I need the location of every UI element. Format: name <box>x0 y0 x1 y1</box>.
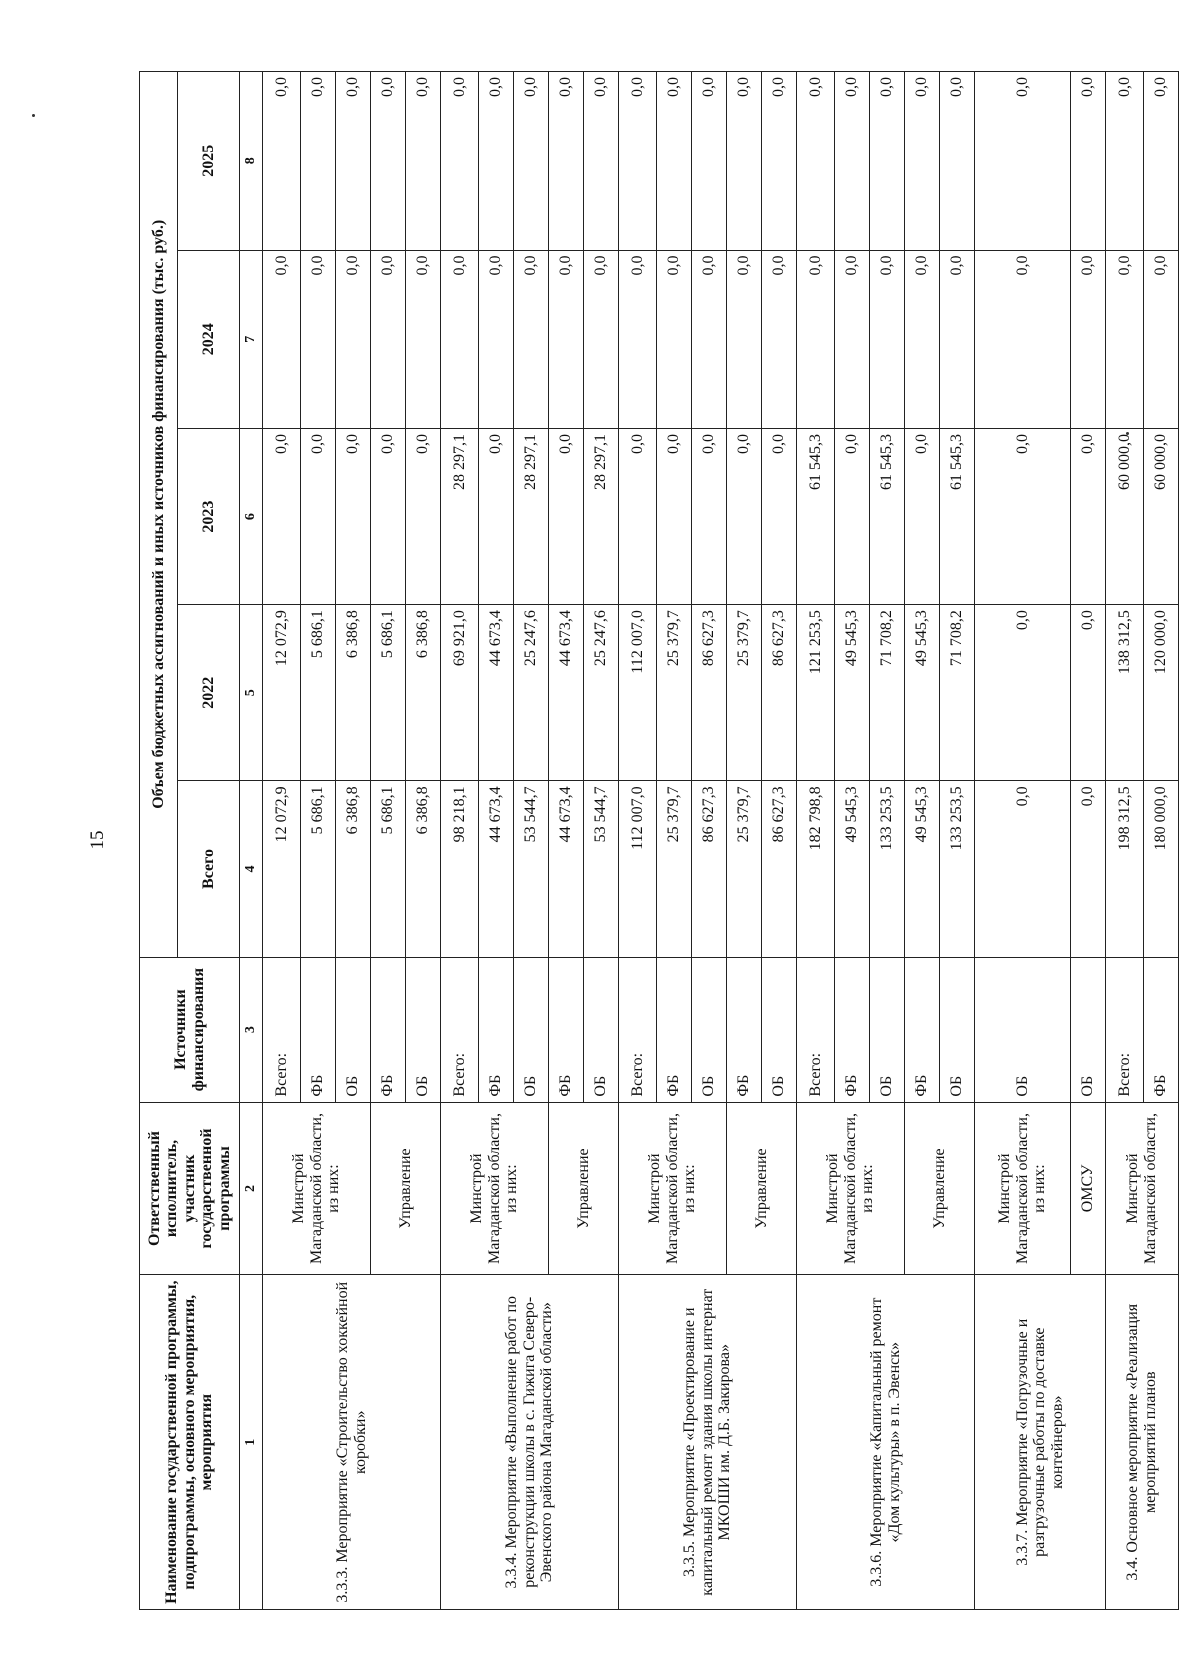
amount-cell: 44 673,4 <box>479 605 514 781</box>
amount-cell: 0,0 <box>406 72 441 251</box>
amount-cell: 49 545,3 <box>835 781 870 957</box>
amount-cell: 0,0 <box>762 250 797 428</box>
event-name: 3.3.5. Мероприятие «Проектирование и капитальный ремонт здания школы интернат МКОШИ им. Д.Б. Закирова» <box>619 1275 797 1610</box>
table-row <box>263 72 301 1610</box>
amount-cell: 0,0 <box>657 250 692 428</box>
amount-cell: 69 921,0 <box>441 605 479 781</box>
amount-cell: 0,0 <box>549 428 584 604</box>
source-cell: Всего: <box>1106 957 1144 1102</box>
amount-cell: 86 627,3 <box>762 605 797 781</box>
source-cell: ФБ <box>905 957 940 1102</box>
amount-cell: 0,0 <box>549 72 584 251</box>
amount-cell: 0,0 <box>940 250 975 428</box>
source-cell: ФБ <box>657 957 692 1102</box>
amount-cell: 0,0 <box>1071 250 1106 428</box>
header-year-2022: 2022 <box>178 605 240 781</box>
executor-cell: Минстрой Магаданской области, из них: <box>441 1102 549 1275</box>
amount-cell: 0,0 <box>657 428 692 604</box>
amount-cell: 6 386,8 <box>406 605 441 781</box>
amount-cell: 0,0 <box>727 72 762 251</box>
amount-cell: 0,0 <box>905 428 940 604</box>
scan-speck <box>32 114 35 117</box>
header-year-2024: 2024 <box>178 250 240 428</box>
amount-cell: 71 708,2 <box>870 605 905 781</box>
amount-cell: 198 312,5 <box>1106 781 1144 957</box>
amount-cell: 0,0 <box>336 428 371 604</box>
amount-cell: 86 627,3 <box>692 605 727 781</box>
amount-cell: 112 007,0 <box>619 781 657 957</box>
column-index: 8 <box>240 72 263 251</box>
source-cell: ОБ <box>514 957 549 1102</box>
amount-cell: 53 544,7 <box>514 781 549 957</box>
amount-cell: 0,0 <box>835 428 870 604</box>
amount-cell: 0,0 <box>479 72 514 251</box>
source-cell: ФБ <box>479 957 514 1102</box>
source-cell: ФБ <box>371 957 406 1102</box>
source-cell: ФБ <box>1144 957 1179 1102</box>
amount-cell: 0,0 <box>762 428 797 604</box>
executor-cell: Минстрой Магаданской области, из них: <box>619 1102 727 1275</box>
amount-cell: 0,0 <box>657 72 692 251</box>
amount-cell: 44 673,4 <box>549 781 584 957</box>
amount-cell: 121 253,5 <box>797 605 835 781</box>
amount-cell: 0,0 <box>336 250 371 428</box>
source-cell: ФБ <box>549 957 584 1102</box>
amount-cell: 0,0 <box>1106 72 1144 251</box>
source-cell: ОБ <box>336 957 371 1102</box>
amount-cell: 0,0 <box>975 605 1071 781</box>
amount-cell: 86 627,3 <box>762 781 797 957</box>
amount-cell: 0,0 <box>727 250 762 428</box>
amount-cell: 5 686,1 <box>371 781 406 957</box>
amount-cell: 61 545,3 <box>940 428 975 604</box>
amount-cell: 0,0 <box>975 428 1071 604</box>
amount-cell: 133 253,5 <box>940 781 975 957</box>
source-cell: ФБ <box>301 957 336 1102</box>
amount-cell: 44 673,4 <box>479 781 514 957</box>
source-cell: ОБ <box>1071 957 1106 1102</box>
table-row <box>1106 72 1144 1610</box>
amount-cell: 0,0 <box>905 72 940 251</box>
source-cell: ОБ <box>940 957 975 1102</box>
amount-cell: 0,0 <box>762 72 797 251</box>
amount-cell: 0,0 <box>336 72 371 251</box>
amount-cell: 0,0 <box>441 250 479 428</box>
amount-cell: 0,0 <box>441 72 479 251</box>
table-row <box>797 72 835 1610</box>
column-index: 7 <box>240 250 263 428</box>
header-year-2023: 2023 <box>178 428 240 604</box>
source-cell: Всего: <box>263 957 301 1102</box>
source-cell: ОБ <box>762 957 797 1102</box>
amount-cell: 0,0 <box>1071 72 1106 251</box>
amount-cell: 0,0 <box>406 428 441 604</box>
column-index: 1 <box>240 1275 263 1610</box>
header-name: Наименование государственной программы, подпрограммы, основного мероприятия, мероприятия <box>140 1275 240 1610</box>
amount-cell: 0,0 <box>263 250 301 428</box>
amount-cell: 0,0 <box>692 250 727 428</box>
amount-cell: 0,0 <box>1144 72 1179 251</box>
amount-cell: 60 000,0 <box>1106 428 1144 604</box>
executor-cell: Минстрой Магаданской области, <box>1106 1102 1179 1275</box>
amount-cell: 86 627,3 <box>692 781 727 957</box>
amount-cell: 49 545,3 <box>905 605 940 781</box>
amount-cell: 0,0 <box>797 72 835 251</box>
amount-cell: 0,0 <box>619 428 657 604</box>
amount-cell: 6 386,8 <box>336 781 371 957</box>
amount-cell: 0,0 <box>727 428 762 604</box>
table-row <box>619 72 657 1610</box>
source-cell: ФБ <box>727 957 762 1102</box>
source-cell: ОБ <box>870 957 905 1102</box>
executor-cell: Управление <box>905 1102 975 1275</box>
header-executor: Ответственный исполнитель, участник государственной программы <box>140 1102 240 1275</box>
amount-cell: 0,0 <box>975 250 1071 428</box>
amount-cell: 28 297,1 <box>514 428 549 604</box>
executor-cell: Минстрой Магаданской области, из них: <box>797 1102 905 1275</box>
amount-cell: 44 673,4 <box>549 605 584 781</box>
column-index: 3 <box>240 957 263 1102</box>
executor-cell: Минстрой Магаданской области, из них: <box>975 1102 1071 1275</box>
event-name: 3.3.4. Мероприятие «Выполнение работ по реконструкции школы в с. Гижига Северо-Эвенского района Магаданской области» <box>441 1275 619 1610</box>
event-name: 3.3.6. Мероприятие «Капитальный ремонт «Дом культуры» в п. Эвенск» <box>797 1275 975 1610</box>
amount-cell: 12 072,9 <box>263 605 301 781</box>
amount-cell: 0,0 <box>1144 250 1179 428</box>
amount-cell: 25 379,7 <box>727 781 762 957</box>
amount-cell: 0,0 <box>835 72 870 251</box>
amount-cell: 0,0 <box>1071 781 1106 957</box>
amount-cell: 0,0 <box>263 72 301 251</box>
amount-cell: 0,0 <box>514 72 549 251</box>
source-cell: ОБ <box>584 957 619 1102</box>
amount-cell: 0,0 <box>975 781 1071 957</box>
source-cell: Всего: <box>619 957 657 1102</box>
amount-cell: 5 686,1 <box>371 605 406 781</box>
amount-cell: 25 247,6 <box>584 605 619 781</box>
amount-cell: 0,0 <box>406 250 441 428</box>
amount-cell: 49 545,3 <box>905 781 940 957</box>
source-cell: ОБ <box>975 957 1071 1102</box>
amount-cell: 71 708,2 <box>940 605 975 781</box>
source-cell: ФБ <box>835 957 870 1102</box>
page-number: 15 <box>87 830 108 850</box>
column-index: 4 <box>240 781 263 957</box>
amount-cell: 0,0 <box>1106 250 1144 428</box>
amount-cell: 0,0 <box>479 428 514 604</box>
amount-cell: 0,0 <box>549 250 584 428</box>
event-name: 3.4. Основное мероприятие «Реализация мероприятий планов <box>1106 1275 1179 1610</box>
column-index: 5 <box>240 605 263 781</box>
amount-cell: 28 297,1 <box>584 428 619 604</box>
table-row <box>975 72 1071 1610</box>
header-source: Источники финансирования <box>140 957 240 1102</box>
amount-cell: 0,0 <box>835 250 870 428</box>
amount-cell: 0,0 <box>514 250 549 428</box>
source-cell: ОБ <box>692 957 727 1102</box>
header-volume: Объем бюджетных ассигнований и иных источников финансирования (тыс. руб.) <box>140 72 178 958</box>
amount-cell: 133 253,5 <box>870 781 905 957</box>
budget-table <box>139 71 1179 1610</box>
executor-cell: Управление <box>727 1102 797 1275</box>
amount-cell: 0,0 <box>479 250 514 428</box>
amount-cell: 49 545,3 <box>835 605 870 781</box>
amount-cell: 0,0 <box>619 250 657 428</box>
table-row <box>441 72 479 1610</box>
amount-cell: 0,0 <box>692 428 727 604</box>
amount-cell: 182 798,8 <box>797 781 835 957</box>
executor-cell: Управление <box>371 1102 441 1275</box>
executor-cell: ОМСУ <box>1071 1102 1106 1275</box>
amount-cell: 0,0 <box>371 428 406 604</box>
amount-cell: 0,0 <box>1071 605 1106 781</box>
amount-cell: 138 312,5 <box>1106 605 1144 781</box>
header-year-2025: 2025 <box>178 72 240 251</box>
amount-cell: 61 545,3 <box>797 428 835 604</box>
amount-cell: 120 000,0 <box>1144 605 1179 781</box>
amount-cell: 0,0 <box>619 72 657 251</box>
amount-cell: 0,0 <box>870 250 905 428</box>
header-total: Всего <box>178 781 240 957</box>
amount-cell: 0,0 <box>975 72 1071 251</box>
amount-cell: 25 247,6 <box>514 605 549 781</box>
executor-cell: Минстрой Магаданской области, из них: <box>263 1102 371 1275</box>
amount-cell: 60 000,0 <box>1144 428 1179 604</box>
amount-cell: 25 379,7 <box>657 605 692 781</box>
amount-cell: 12 072,9 <box>263 781 301 957</box>
event-name: 3.3.3. Мероприятие «Строительство хоккейной коробки» <box>263 1275 441 1610</box>
amount-cell: 28 297,1 <box>441 428 479 604</box>
amount-cell: 0,0 <box>870 72 905 251</box>
amount-cell: 25 379,7 <box>657 781 692 957</box>
amount-cell: 25 379,7 <box>727 605 762 781</box>
source-cell: ОБ <box>406 957 441 1102</box>
column-index: 2 <box>240 1102 263 1275</box>
amount-cell: 53 544,7 <box>584 781 619 957</box>
column-index: 6 <box>240 428 263 604</box>
amount-cell: 0,0 <box>301 250 336 428</box>
amount-cell: 5 686,1 <box>301 605 336 781</box>
amount-cell: 6 386,8 <box>406 781 441 957</box>
amount-cell: 0,0 <box>1071 428 1106 604</box>
source-cell: Всего: <box>441 957 479 1102</box>
executor-cell: Управление <box>549 1102 619 1275</box>
amount-cell: 0,0 <box>905 250 940 428</box>
amount-cell: 180 000,0 <box>1144 781 1179 957</box>
amount-cell: 0,0 <box>584 250 619 428</box>
amount-cell: 0,0 <box>584 72 619 251</box>
amount-cell: 98 218,1 <box>441 781 479 957</box>
amount-cell: 0,0 <box>940 72 975 251</box>
source-cell: Всего: <box>797 957 835 1102</box>
amount-cell: 0,0 <box>797 250 835 428</box>
amount-cell: 0,0 <box>263 428 301 604</box>
amount-cell: 0,0 <box>301 72 336 251</box>
amount-cell: 61 545,3 <box>870 428 905 604</box>
amount-cell: 0,0 <box>301 428 336 604</box>
amount-cell: 0,0 <box>371 250 406 428</box>
amount-cell: 112 007,0 <box>619 605 657 781</box>
amount-cell: 6 386,8 <box>336 605 371 781</box>
event-name: 3.3.7. Мероприятие «Погрузочные и разгрузочные работы по доставке контейнеров» <box>975 1275 1106 1610</box>
amount-cell: 0,0 <box>371 72 406 251</box>
amount-cell: 5 686,1 <box>301 781 336 957</box>
amount-cell: 0,0 <box>692 72 727 251</box>
budget-table-rotated <box>139 71 1200 1610</box>
